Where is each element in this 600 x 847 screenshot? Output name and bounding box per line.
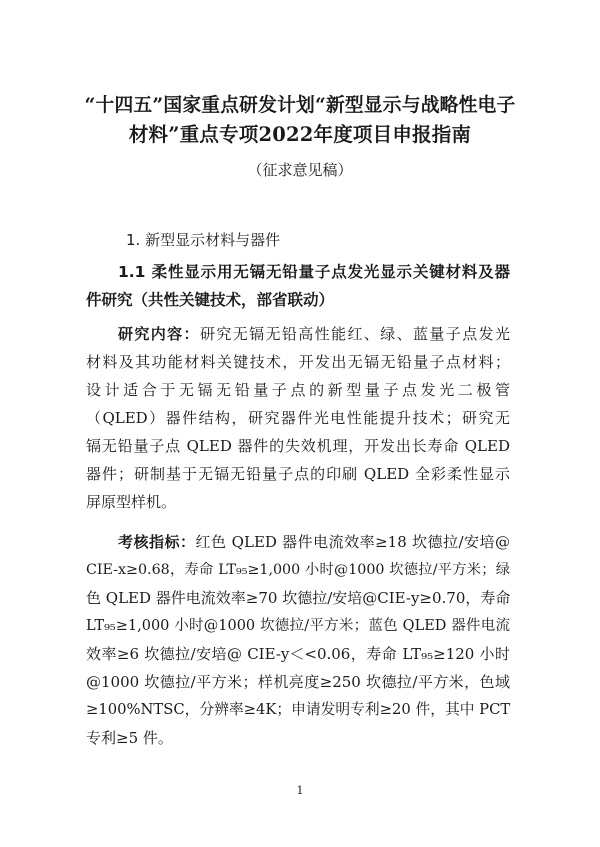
assessment-line-5: 效率≥6 坎德拉/安培@ CIE-y＜<0.06，寿命 LT₉₅≥120 小时 — [86, 645, 510, 663]
research-content-line-5: 镉无铅量子点 QLED 器件的失效机理，开发出长寿命 QLED — [86, 437, 510, 455]
document-title-line-1: “十四五”国家重点研发计划“新型显示与战略性电子 — [84, 94, 516, 116]
subsection-heading-line-2: 件研究（共性关键技术，部省联动） — [86, 291, 335, 309]
research-content-text: 研究无镉无铅高性能红、绿、蓝量子点发光 — [199, 325, 510, 343]
assessment-line-2: CIE-x≥0.68，寿命 LT₉₅≥1,000 小时@1000 坎德拉/平方米；绿 — [86, 562, 510, 578]
research-content-line-4: （QLED）器件结构，研究器件光电性能提升技术；研究无 — [86, 409, 510, 427]
page-number: 1 — [296, 784, 304, 797]
assessment-line-1 — [118, 527, 510, 557]
research-content-line-3: 设计适合于无镉无铅量子点的新型量子点发光二极管 — [86, 381, 510, 399]
section-heading: 1. 新型显示材料与器件 — [126, 231, 281, 249]
research-content-line-1 — [118, 319, 510, 349]
subsection-heading-line-1: 1.1 柔性显示用无镉无铅量子点发光显示关键材料及器 — [118, 263, 510, 281]
assessment-text: 红色 QLED 器件电流效率≥18 坎德拉/安培@ — [195, 533, 510, 551]
document-title-line-2: 材料”重点专项2022年度项目申报指南 — [128, 123, 472, 146]
assessment-line-3: 色 QLED 器件电流效率≥70 坎德拉/安培@CIE-y≥0.70，寿命 — [86, 589, 511, 607]
assessment-line-4: LT₉₅≥1,000 小时@1000 坎德拉/平方米；蓝色 QLED 器件电流 — [86, 618, 510, 634]
research-content-label: 研究内容： — [118, 325, 200, 343]
research-content-line-2: 材料及其功能材料关键技术，开发出无镉无铅量子点材料； — [86, 353, 510, 371]
document-subtitle: （征求意见稿） — [247, 161, 353, 179]
research-content-line-6: 器件；研制基于无镉无铅量子点的印刷 QLED 全彩柔性显示 — [86, 465, 510, 483]
assessment-line-7: ≥100%NTSC，分辨率≥4K；申请发明专利≥20 件，其中 PCT — [86, 701, 511, 718]
assessment-line-8: 专利≥5 件。 — [86, 729, 173, 747]
assessment-label: 考核指标： — [118, 533, 196, 551]
assessment-line-6: @1000 坎德拉/平方米；样机亮度≥250 坎德拉/平方米，色域 — [86, 673, 510, 691]
research-content-line-7: 屏原型样机。 — [86, 493, 177, 511]
